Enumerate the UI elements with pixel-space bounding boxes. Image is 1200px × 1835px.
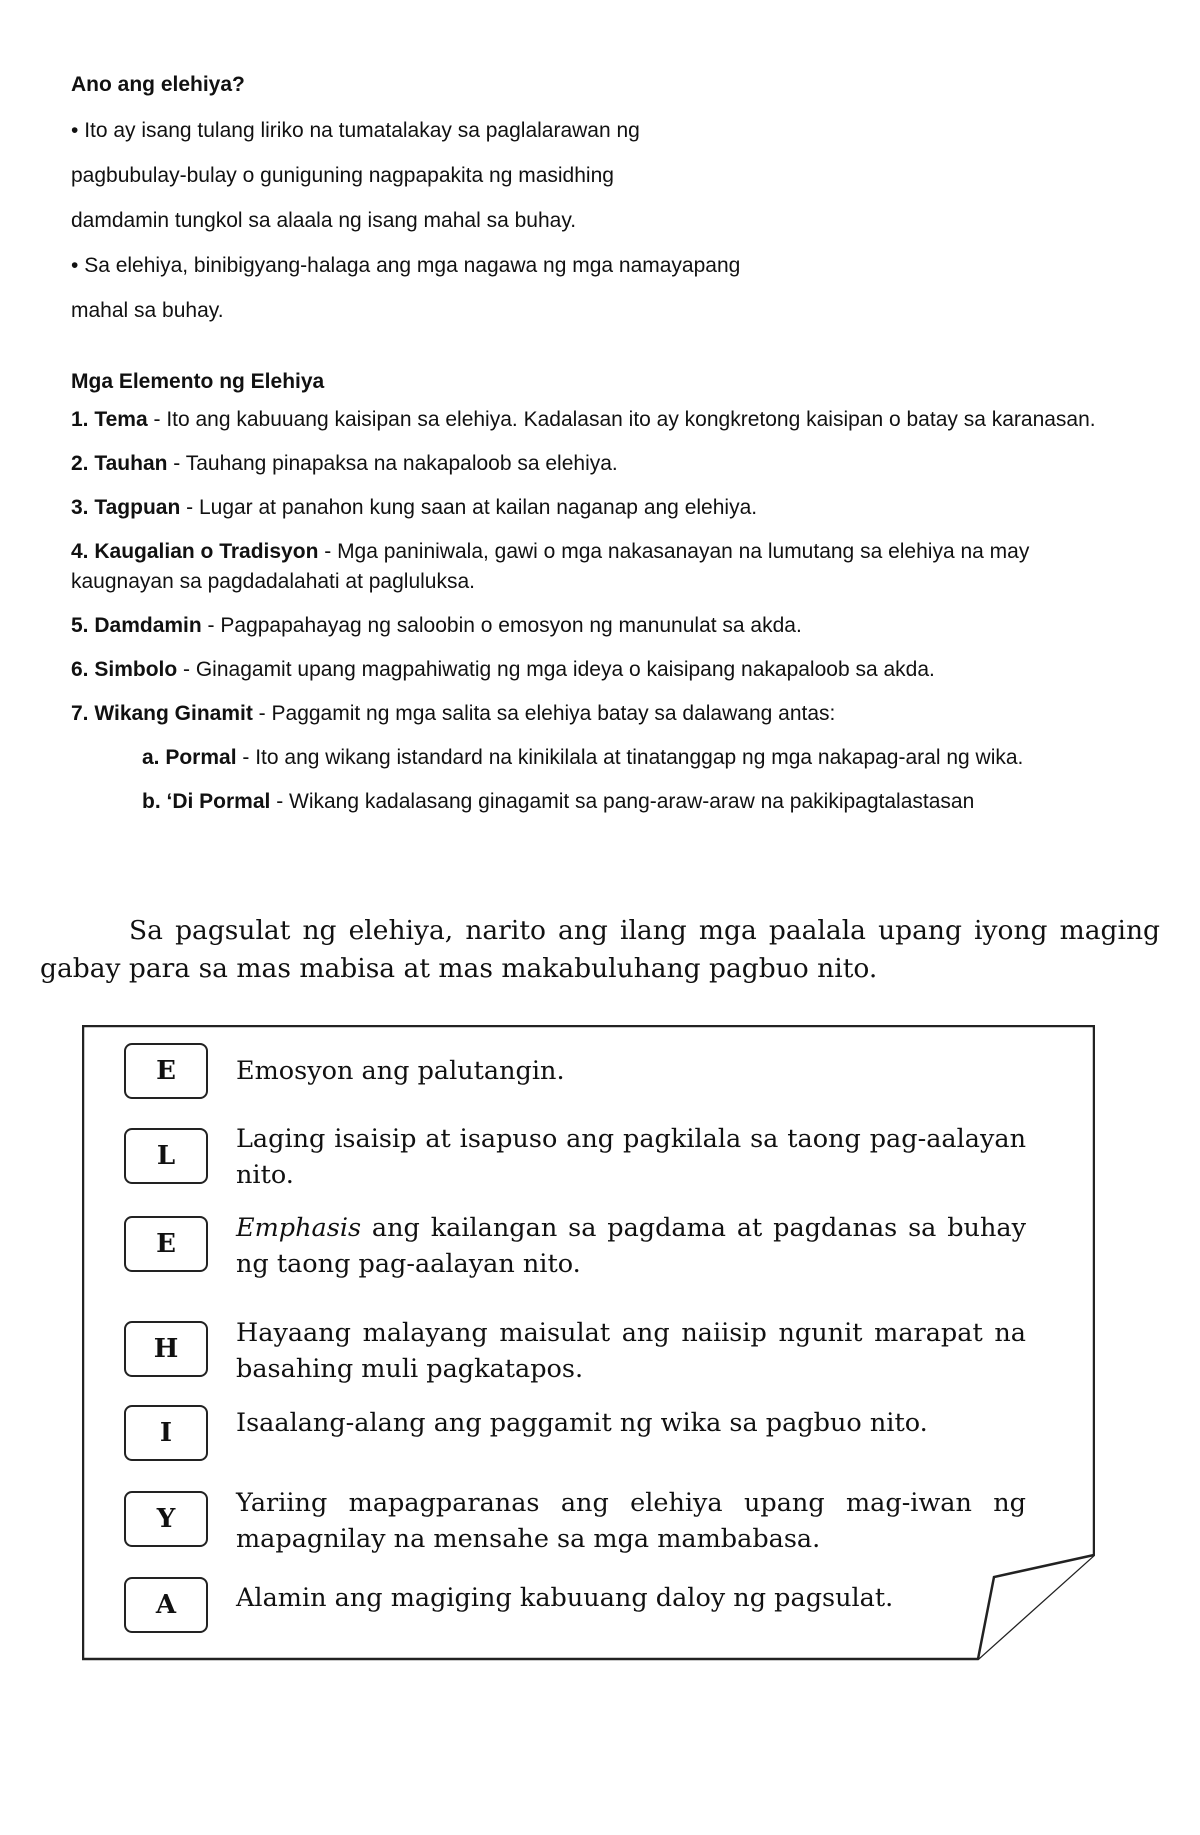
intro-text: Sa pagsulat ng elehiya, narito ang ilang mga paalala upang iyong maging gabay para sa mas mabisa at mas makabuluhang pagbuo nito. <box>40 915 1160 984</box>
acrostic-text: Hayaang malayang maisulat ang naiisip ngunit marapat na basahing muli pagkatapos. <box>236 1318 1026 1384</box>
letter-box: A <box>124 1577 208 1633</box>
letter-box: E <box>124 1043 208 1099</box>
elements-list <box>71 405 1131 817</box>
term-description: - Tauhang pinapaksa na nakapaloob sa elehiya. <box>167 452 618 475</box>
acrostic-text: Alamin ang magiging kabuuang daloy ng pagsulat. <box>236 1583 894 1613</box>
term-description: - Ito ang kabuuang kaisipan sa elehiya. Kadalasan ito ay kongkretong kaisipan o batay sa karanasan. <box>147 408 1096 431</box>
acrostic-text: Yariing mapagparanas ang elehiya upang mag-iwan ng mapagnilay na mensahe sa mga mambabasa. <box>236 1488 1026 1554</box>
list-item <box>71 493 1131 523</box>
definition-line: • Sa elehiya, binibigyang-halaga ang mga nagawa ng mga namayapang <box>71 243 1131 288</box>
document-body <box>71 68 1131 817</box>
term-description: - Ginagamit upang magpahiwatig ng mga ideya o kaisipang nakapaloob sa akda. <box>177 658 935 681</box>
letter-box: Y <box>124 1491 208 1547</box>
letter-box: H <box>124 1321 208 1377</box>
acrostic-text-rest: ang kailangan sa pagdama at pagdanas sa buhay ng taong pag-aalayan nito. <box>236 1213 1026 1279</box>
term: 3. Tagpuan <box>71 496 181 519</box>
definition-line: mahal sa buhay. <box>71 299 224 322</box>
acrostic-text: Emosyon ang palutangin. <box>236 1056 565 1086</box>
list-item <box>71 405 1131 435</box>
list-item <box>71 611 1131 641</box>
definition-line: damdamin tungkol sa alaala ng isang mahal sa buhay. <box>71 209 577 232</box>
letter-box: L <box>124 1128 208 1184</box>
sub-list-item <box>142 743 1131 773</box>
term: 2. Tauhan <box>71 452 168 475</box>
list-item <box>71 537 1131 597</box>
term: 5. Damdamin <box>71 614 202 637</box>
section-title-ano-ang-elehiya: Ano ang elehiya? <box>71 73 245 96</box>
list-item <box>71 655 1131 685</box>
emphasis-word: Emphasis <box>236 1213 362 1243</box>
list-item <box>71 449 1131 479</box>
term-description: - Wikang kadalasang ginagamit sa pang-araw-araw na pakikipagtalastasan <box>270 790 975 813</box>
list-item <box>71 699 1131 729</box>
acrostic-text: Laging isaisip at isapuso ang pagkilala sa taong pag-aalayan nito. <box>236 1124 1026 1190</box>
acrostic-box <box>82 1025 1095 1661</box>
term-description: - Paggamit ng mga salita sa elehiya batay sa dalawang antas: <box>252 702 836 725</box>
acrostic-text <box>236 1210 1026 1282</box>
term: a. Pormal <box>142 746 237 769</box>
term-description: - Lugar at panahon kung saan at kailan naganap ang elehiya. <box>180 496 758 519</box>
term: 1. Tema <box>71 408 148 431</box>
term-description: - Mga paniniwala, gawi o mga nakasanayan na lumutang sa elehiya na may kaugnayan sa pagdadalahati at pagluluksa. <box>71 540 1030 593</box>
definition-line: • Ito ay isang tulang liriko na tumatalakay sa paglalarawan ng <box>71 108 1131 153</box>
term: b. ‘Di Pormal <box>142 790 271 813</box>
section-title-mga-elemento: Mga Elemento ng Elehiya <box>71 370 325 393</box>
definition-paragraph <box>71 108 1131 333</box>
term: 6. Simbolo <box>71 658 178 681</box>
term-description: - Ito ang wikang istandard na kinikilala at tinatanggap ng mga nakapag-aral ng wika. <box>236 746 1024 769</box>
term: 4. Kaugalian o Tradisyon <box>71 540 319 563</box>
letter-box: E <box>124 1216 208 1272</box>
term: 7. Wikang Ginamit <box>71 702 253 725</box>
sub-list-item <box>142 787 1131 817</box>
intro-paragraph <box>40 912 1160 988</box>
term-description: - Pagpapahayag ng saloobin o emosyon ng manunulat sa akda. <box>201 614 802 637</box>
definition-line: pagbubulay-bulay o guniguning nagpapakita ng masidhing <box>71 164 614 187</box>
acrostic-text: Isaalang-alang ang paggamit ng wika sa pagbuo nito. <box>236 1408 928 1438</box>
letter-box: I <box>124 1405 208 1461</box>
